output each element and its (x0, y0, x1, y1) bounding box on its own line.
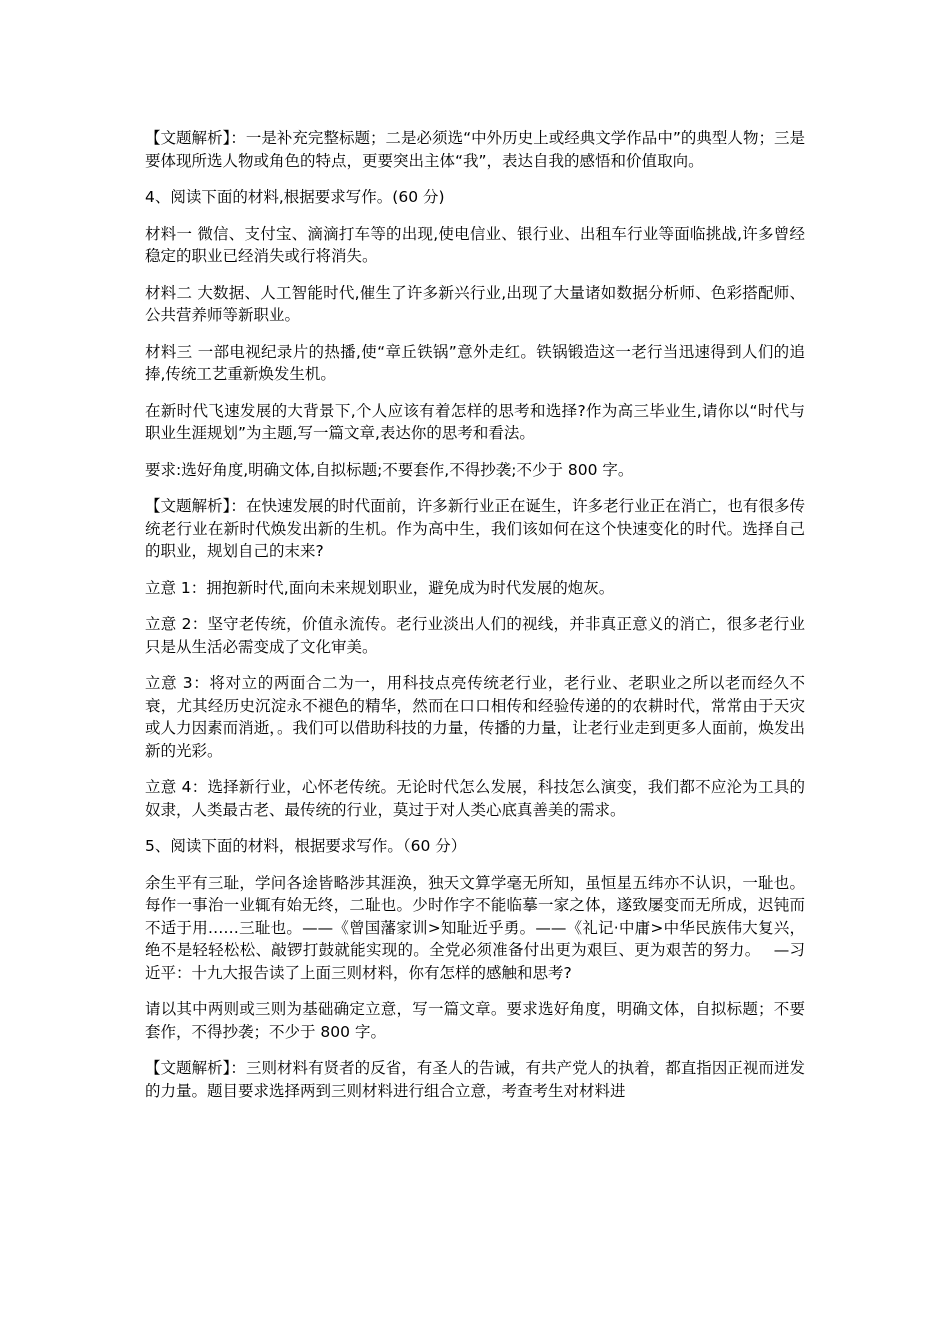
material-two: 材料二 大数据、人工智能时代,催生了许多新兴行业,出现了大量诸如数据分析师、色彩搭配师、公共营养师等新职业。 (145, 283, 805, 324)
idea-1: 立意 1：拥抱新时代,面向未来规划职业，避免成为时代发展的炮灰。 (145, 578, 615, 597)
material-one: 材料一 微信、支付宝、滴滴打车等的出现,使电信业、银行业、出租车行业等面临挑战,许多曾经稳定的职业已经消失或行将消失。 (145, 224, 805, 265)
question-5-heading: 5、阅读下面的材料，根据要求写作。（60 分） (145, 837, 467, 855)
idea-4: 立意 4：选择新行业，心怀老传统。无论时代怎么发展，科技怎么演变，我们都不应沦为工具的奴隶，人类最古老、最传统的行业，莫过于对人类心底真善美的需求。 (145, 778, 805, 819)
idea-3: 立意 3：将对立的两面合二为一，用科技点亮传统老行业，老行业、老职业之所以老而经久不衰，尤其经历史沉淀永不褪色的精华，然而在口口相传和经验传递的的农耕时代，常常由于天灾或人力因素而消逝，。我们可以借助科技的力量，传播的力量，让老行业走到更多人面前，焕发出新的光彩。 (145, 674, 805, 760)
material-three: 材料三 一部电视纪录片的热播,使“章丘铁锅”意外走红。铁锅锻造这一老行当迅速得到人们的追捧,传统工艺重新焕发生机。 (145, 342, 805, 383)
question-4-requirements: 要求:选好角度,明确文体,自拟标题;不要套作,不得抄袭;不少于 800 字。 (145, 460, 634, 479)
analysis-paragraph-1: 【文题解析】：一是补充完整标题；二是必须选“中外历史上或经典文学作品中”的典型人物；三是要体现所选人物或角色的特点，更要突出主体“我”，表达自我的感悟和价值取向。 (145, 129, 805, 170)
question-5-requirements: 请以其中两则或三则为基础确定立意，写一篇文章。要求选好角度，明确文体，自拟标题；不要套作，不得抄袭；不少于 800 字。 (145, 1000, 805, 1041)
document-body (145, 127, 805, 1116)
analysis-paragraph-3: 【文题解析】：三则材料有贤者的反省，有圣人的告诫，有共产党人的执着，都直指因正视而迸发的力量。题目要求选择两到三则材料进行组合立意，考查考生对材料进 (145, 1059, 805, 1100)
question-4-heading: 4、阅读下面的材料,根据要求写作。(60 分) (145, 188, 445, 206)
analysis-paragraph-2: 【文题解析】：在快速发展的时代面前，许多新行业正在诞生，许多老行业正在消亡，也有很多传统老行业在新时代焕发出新的生机。作为高中生，我们该如何在这个快速变化的时代。选择自己的职业，规划自己的末来? (145, 497, 805, 560)
idea-2: 立意 2：坚守老传统，价值永流传。老行业淡出人们的视线，并非真正意义的消亡，很多老行业只是从生活必需变成了文化审美。 (145, 615, 805, 656)
question-4-prompt: 在新时代飞速发展的大背景下,个人应该有着怎样的思考和选择?作为高三毕业生,请你以“时代与职业生涯规划”为主题,写一篇文章,表达你的思考和看法。 (145, 401, 805, 442)
question-5-materials: 余生平有三耻，学问各途皆略涉其涯涣，独天文算学毫无所知，虽恒星五纬亦不认识，一耻也。每作一事治一业辄有始无终，二耻也。少时作字不能临摹一家之体，遂致屡变而无所成，迟钝而不适于用……三耻也。——《曾国藩家训>知耻近乎勇。——《礼记·中庸>中华民族伟大复兴，绝不是轻轻松松、敲锣打鼓就能实现的。全党必须准备付出更为艰巨、更为艰苦的努力。 —习近平：十九大报告读了上面三则材料，你有怎样的感触和思考? (145, 873, 805, 982)
